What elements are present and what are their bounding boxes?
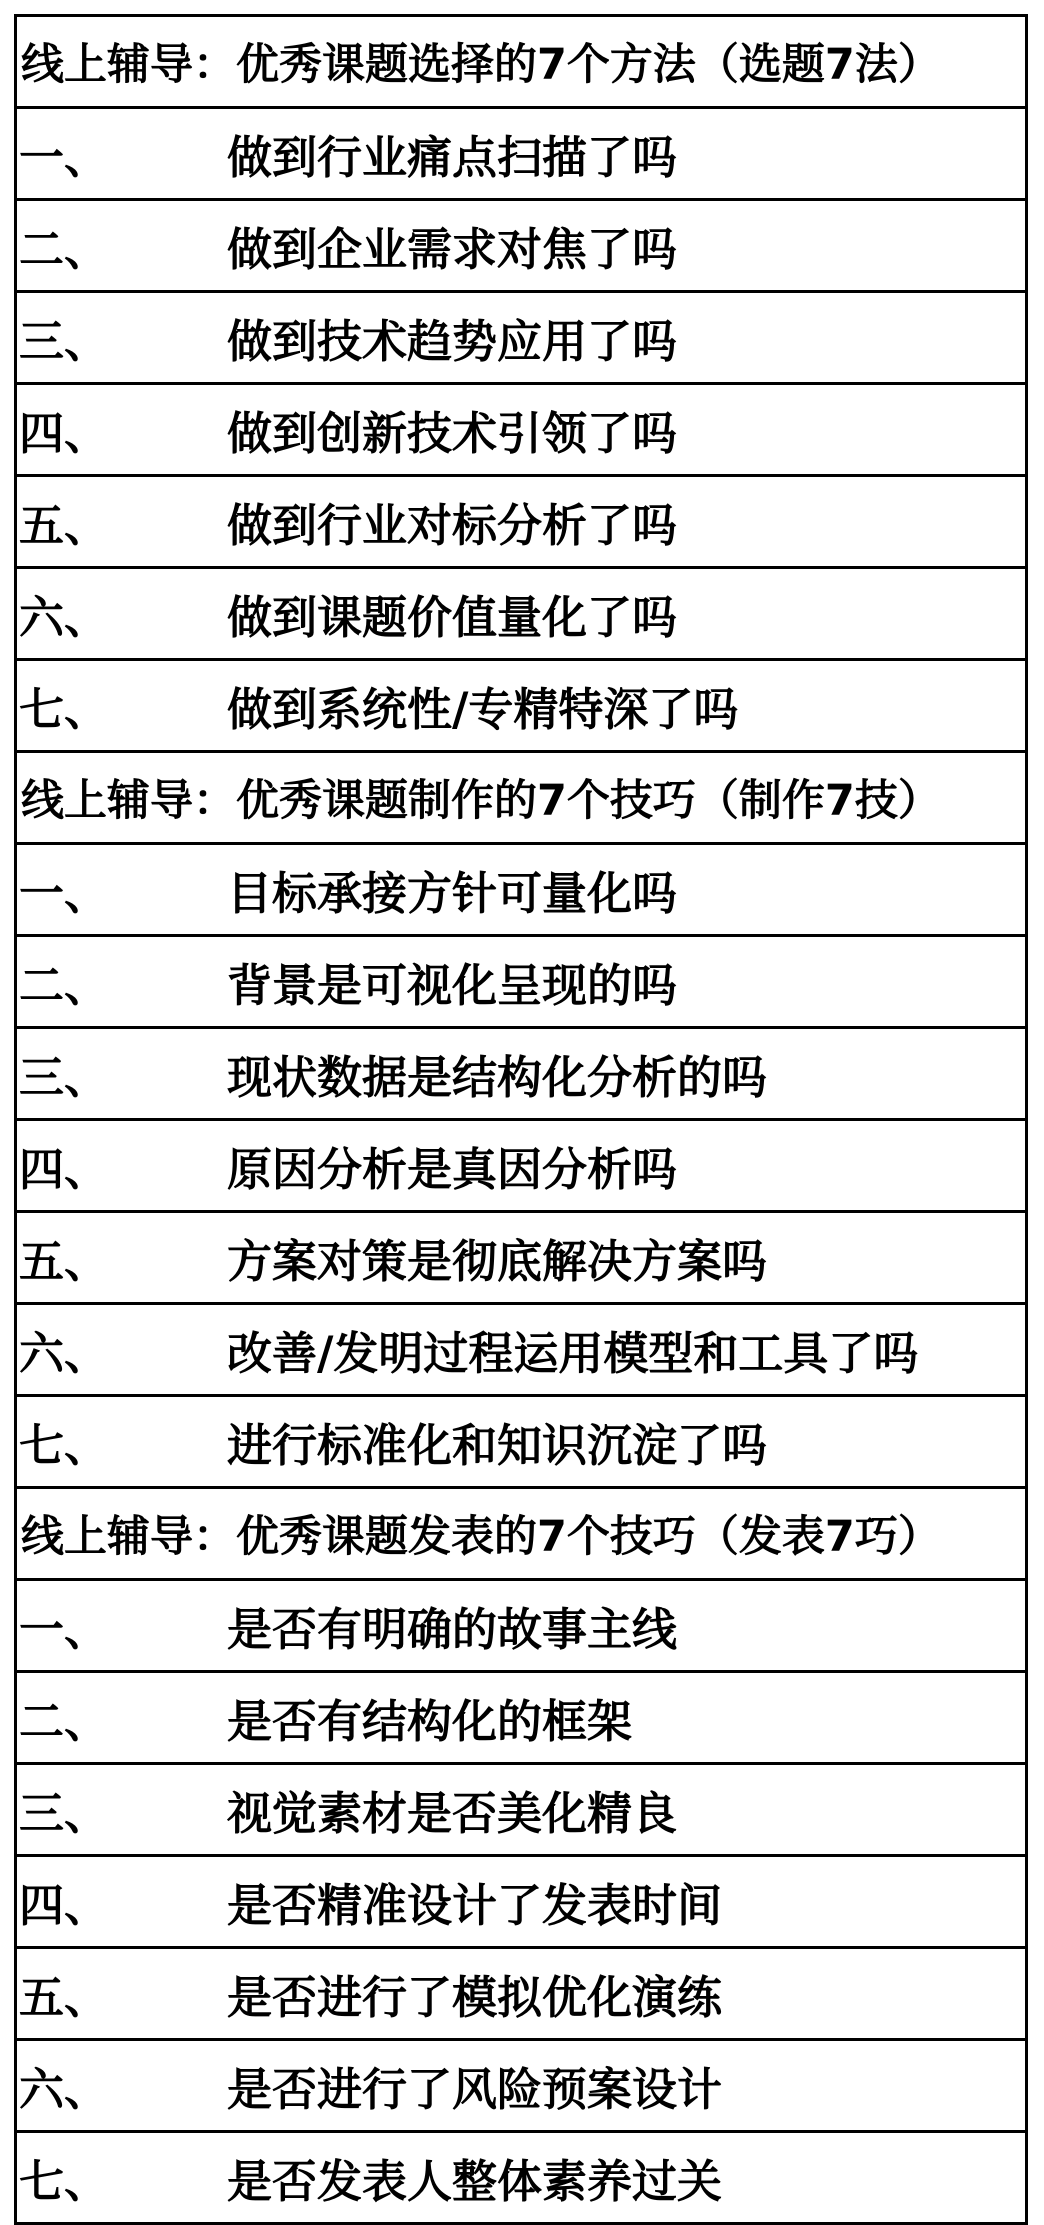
section-header-selection: 线上辅导：优秀课题选择的7个方法（选题7法）: [17, 17, 1025, 109]
item-number: 四、: [19, 407, 110, 460]
table-row: [17, 477, 1025, 569]
item-number: 六、: [19, 591, 110, 644]
item-text: 目标承接方针可量化吗: [227, 867, 678, 920]
table-row: [17, 1581, 1025, 1673]
item-number: 四、: [19, 1879, 110, 1932]
section-header-presentation: 线上辅导：优秀课题发表的7个技巧（发表7巧）: [17, 1489, 1025, 1581]
table-row: [17, 937, 1025, 1029]
item-text: 做到创新技术引领了吗: [227, 407, 678, 460]
item-text: 进行标准化和知识沉淀了吗: [227, 1419, 768, 1472]
table-row: [17, 845, 1025, 937]
item-text: 原因分析是真因分析吗: [227, 1143, 678, 1196]
item-text: 做到行业痛点扫描了吗: [227, 131, 678, 184]
item-number: 二、: [19, 959, 110, 1012]
item-number: 六、: [19, 2063, 110, 2116]
item-number: 七、: [19, 1419, 110, 1472]
table-row: [17, 1213, 1025, 1305]
table-row: [17, 201, 1025, 293]
item-number: 五、: [19, 1235, 110, 1288]
item-number: 一、: [19, 1603, 110, 1656]
item-text: 视觉素材是否美化精良: [227, 1787, 678, 1840]
item-text: 是否进行了风险预案设计: [227, 2063, 723, 2116]
table-row: [17, 1397, 1025, 1489]
item-number: 一、: [19, 131, 110, 184]
table-row: [17, 1765, 1025, 1857]
item-number: 五、: [19, 499, 110, 552]
item-text: 做到企业需求对焦了吗: [227, 223, 678, 276]
table-row: [17, 1121, 1025, 1213]
item-text: 是否有明确的故事主线: [227, 1603, 678, 1656]
table-row: [17, 661, 1025, 753]
item-number: 三、: [19, 315, 110, 368]
item-number: 七、: [19, 683, 110, 736]
table-row: [17, 385, 1025, 477]
item-number: 二、: [19, 223, 110, 276]
item-text: 是否有结构化的框架: [227, 1695, 633, 1748]
table-row: [17, 569, 1025, 661]
item-number: 六、: [19, 1327, 110, 1380]
table-row: [17, 1949, 1025, 2041]
item-text: 改善/发明过程运用模型和工具了吗: [227, 1327, 919, 1380]
item-number: 二、: [19, 1695, 110, 1748]
item-text: 做到行业对标分析了吗: [227, 499, 678, 552]
item-number: 三、: [19, 1787, 110, 1840]
table-row: [17, 1857, 1025, 1949]
item-text: 是否精准设计了发表时间: [227, 1879, 723, 1932]
table-row: [17, 2041, 1025, 2133]
item-text: 方案对策是彻底解决方案吗: [227, 1235, 768, 1288]
table-row: [17, 1673, 1025, 1765]
item-text: 做到系统性/专精特深了吗: [227, 683, 739, 736]
item-text: 背景是可视化呈现的吗: [227, 959, 678, 1012]
item-number: 四、: [19, 1143, 110, 1196]
table-row: [17, 109, 1025, 201]
table-row: [17, 1305, 1025, 1397]
item-text: 是否进行了模拟优化演练: [227, 1971, 723, 2024]
item-number: 五、: [19, 1971, 110, 2024]
table-row: [17, 1029, 1025, 1121]
item-text: 做到课题价值量化了吗: [227, 591, 678, 644]
item-text: 是否发表人整体素养过关: [227, 2155, 723, 2208]
item-number: 一、: [19, 867, 110, 920]
item-number: 七、: [19, 2155, 110, 2208]
checklist-table: [14, 14, 1028, 2225]
table-row: [17, 2133, 1025, 2225]
table-row: [17, 293, 1025, 385]
item-number: 三、: [19, 1051, 110, 1104]
section-header-production: 线上辅导：优秀课题制作的7个技巧（制作7技）: [17, 753, 1025, 845]
item-text: 现状数据是结构化分析的吗: [227, 1051, 768, 1104]
item-text: 做到技术趋势应用了吗: [227, 315, 678, 368]
